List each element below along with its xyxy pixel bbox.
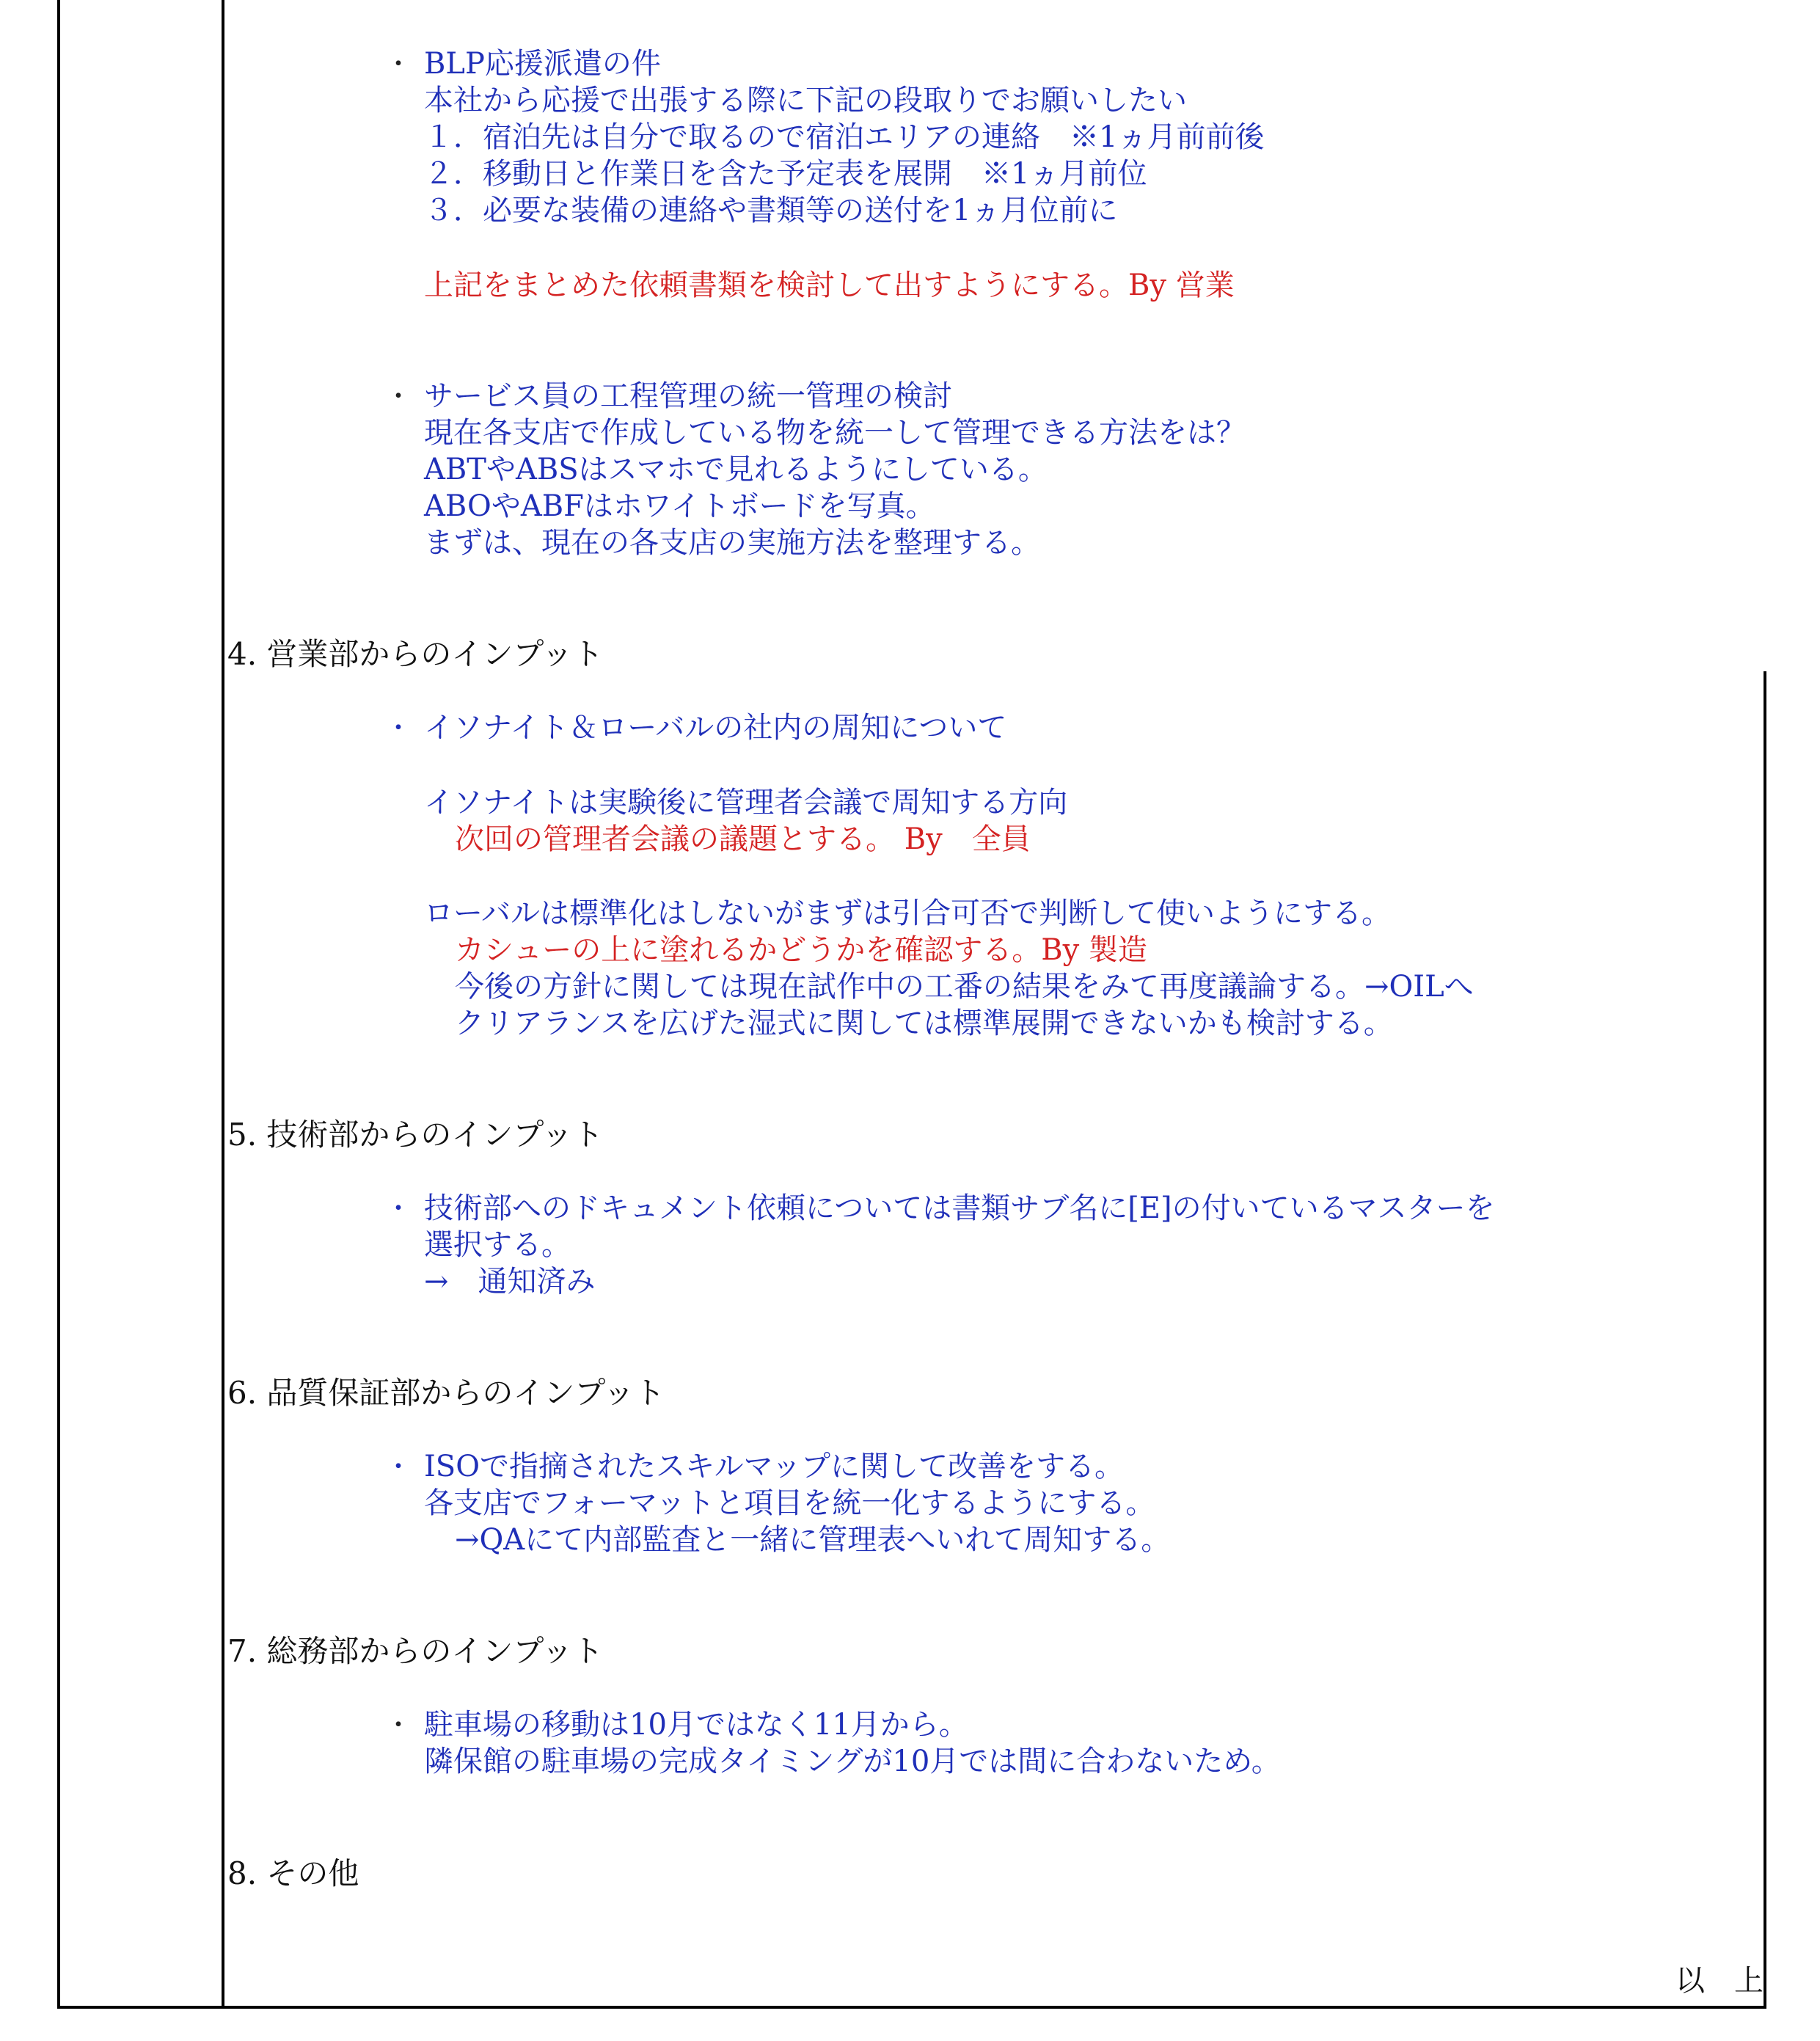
item-line: 現在各支店で作成している物を統一して管理できる方法をは？ (424, 416, 1246, 450)
item-line: ISOで指摘されたスキルマップに関して改善をする。 (424, 1450, 1124, 1483)
bullet-icon: ・ (385, 713, 412, 743)
action-item: 次回の管理者会議の議題とする。 By 全員 (455, 822, 1031, 856)
item-line: 今後の方針に関しては現在試作中の工番の結果をみて再度議論する。→OILへ (455, 970, 1474, 1004)
section-heading-5: 5. 技術部からのインプット (227, 1117, 604, 1153)
item-line: イソナイトは実験後に管理者会議で周知する方向 (424, 786, 1068, 819)
item-line: →QAにて内部監査と一緒に管理表へいれて周知する。 (455, 1523, 1171, 1557)
item-line: ABTやABSはスマホで見れるようにしている。 (424, 453, 1048, 486)
bullet-icon: ・ (385, 1710, 412, 1740)
table-right-border (1764, 671, 1766, 2009)
section-heading-7: 7. 総務部からのインプット (227, 1633, 604, 1669)
item-title-blp: BLP応援派遣の件 (424, 47, 661, 81)
item-line: 本社から応援で出張する際に下記の段取りでお願いしたい (424, 84, 1187, 117)
item-line: 隣保館の駐車場の完成タイミングが10月では間に合わないため。 (424, 1745, 1281, 1778)
item-line: １．宿泊先は自分で取るので宿泊エリアの連絡 ※1ヵ月前前後 (424, 120, 1265, 154)
item-line: 技術部へのドキュメント依頼については書類サブ名に[E]の付いているマスターを (424, 1191, 1495, 1225)
section-heading-6: 6. 品質保証部からのインプット (227, 1375, 665, 1411)
bullet-icon: ・ (385, 381, 412, 412)
item-line: 選択する。 (424, 1228, 571, 1262)
item-line: ２．移動日と作業日を含た予定表を展開 ※1ヵ月前位 (424, 157, 1147, 191)
item-line: 駐車場の移動は10月ではなく11月から。 (424, 1708, 968, 1742)
item-line: ローバルは標準化はしないがまずは引合可否で判断して使いようにする。 (424, 897, 1391, 930)
bullet-icon: ・ (385, 1194, 412, 1224)
item-line: まずは、現在の各支店の実施方法を整理する。 (424, 526, 1040, 560)
bullet-icon: ・ (385, 1452, 412, 1482)
item-line: ３．必要な装備の連絡や書類等の送付を1ヵ月位前に (424, 194, 1118, 227)
item-line: ABOやABFはホワイトボードを写真。 (424, 489, 935, 523)
table-column-divider (222, 0, 224, 2009)
section-heading-8: 8. その他 (227, 1855, 359, 1891)
table-left-border (57, 0, 60, 2009)
item-line: 各支店でフォーマットと項目を統一化するようにする。 (424, 1486, 1155, 1520)
item-title-service-process: サービス員の工程管理の統一管理の検討 (424, 379, 952, 413)
item-title-isonite-roval: イソナイト＆ローバルの社内の周知について (424, 711, 1007, 745)
action-item: カシューの上に塗れるかどうかを確認する。By 製造 (455, 933, 1147, 967)
table-bottom-border (57, 2006, 1766, 2009)
item-line: クリアランスを広げた湿式に関しては標準展開できないかも検討する。 (455, 1007, 1393, 1040)
closing-mark: 以 上 (1675, 1964, 1764, 1998)
section-heading-4: 4. 営業部からのインプット (227, 636, 604, 672)
action-item: 上記をまとめた依頼書類を検討して出すようにする。By 営業 (424, 269, 1235, 302)
item-line: → 通知済み (424, 1265, 596, 1299)
bullet-icon: ・ (385, 49, 412, 79)
